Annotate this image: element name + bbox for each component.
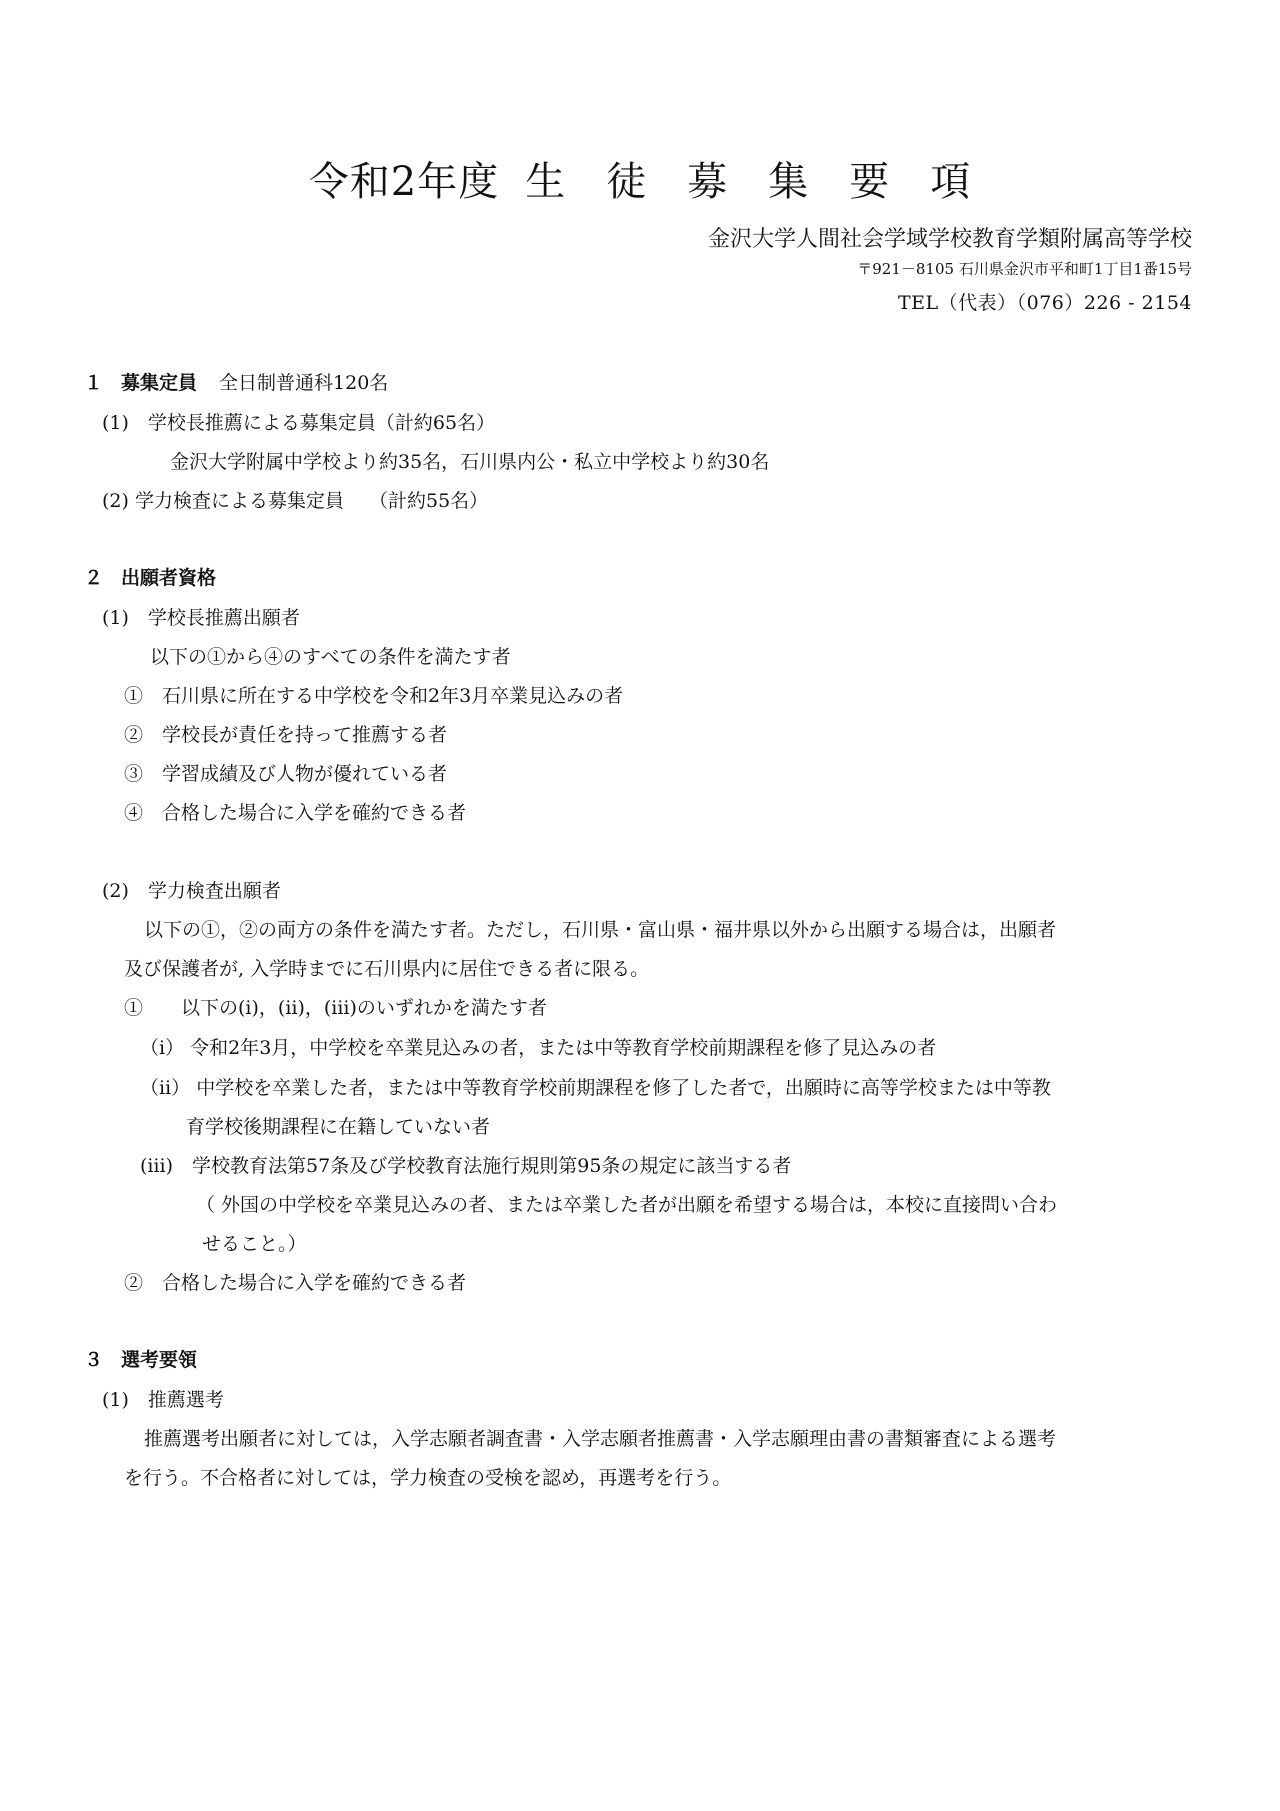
title-char: 項 bbox=[930, 159, 972, 205]
section-title: 選考要領 bbox=[121, 1349, 198, 1371]
s3-item-1-body: 推薦選考出願者に対しては，入学志願者調査書・入学志願者推薦書・入学志願理由書の書類審査による選考 bbox=[144, 1428, 1057, 1450]
s2-sub-iii-note-cont: せること。） bbox=[202, 1233, 307, 1255]
s1-item-2: (2) 学力検査による募集定員 （計約55名） bbox=[102, 490, 489, 512]
title-char: 要 bbox=[849, 159, 891, 205]
s3-item-1-body-cont: を行う。不合格者に対しては，学力検査の受検を認め，再選考を行う。 bbox=[124, 1467, 732, 1489]
s2-sub-i: （ⅰ） 令和2年3月，中学校を卒業見込みの者，または中等教育学校前期課程を修了見込みの者 bbox=[140, 1037, 937, 1059]
section-note: 全日制普通科120名 bbox=[219, 372, 389, 394]
s2-item-2-intro: 以下の①，②の両方の条件を満たす者。ただし，石川県・富山県・福井県以外から出願する場合は，出願者 bbox=[144, 919, 1057, 941]
school-name: 金沢大学人間社会学域学校教育学類附属高等学校 bbox=[707, 227, 1192, 252]
title-char: 募 bbox=[687, 159, 729, 205]
section-3-heading bbox=[84, 1345, 197, 1372]
school-tel: TEL（代表）（076）226 ‐ 2154 bbox=[897, 292, 1192, 314]
title-year: 令和2年度 bbox=[308, 159, 500, 205]
title-char: 徒 bbox=[606, 159, 648, 205]
s2-sub-iii: (ⅲ) 学校教育法第57条及び学校教育法施行規則第95条の規定に該当する者 bbox=[140, 1155, 792, 1177]
s2-condition: ① 石川県に所在する中学校を令和2年3月卒業見込みの者 bbox=[124, 685, 624, 707]
section-number: ２ bbox=[84, 567, 104, 589]
s2-requirement-1: ① 以下の(ⅰ)，(ⅱ)，(ⅲ)のいずれかを満たす者 bbox=[124, 997, 547, 1019]
s2-requirement-2: ② 合格した場合に入学を確約できる者 bbox=[124, 1272, 467, 1294]
s2-condition: ④ 合格した場合に入学を確約できる者 bbox=[124, 802, 467, 824]
s2-sub-ii-cont: 育学校後期課程に在籍していない者 bbox=[186, 1116, 491, 1138]
s2-condition: ③ 学習成績及び人物が優れている者 bbox=[124, 763, 448, 785]
s2-item-2: (2) 学力検査出願者 bbox=[102, 880, 281, 902]
s2-sub-iii-note: （ 外国の中学校を卒業見込みの者、または卒業した者が出願を希望する場合は，本校に直接問い合わ bbox=[196, 1194, 1058, 1216]
s2-condition: ② 学校長が責任を持って推薦する者 bbox=[124, 724, 448, 746]
page-title bbox=[0, 150, 1280, 207]
title-char: 生 bbox=[525, 159, 567, 205]
s3-item-1: (1) 推薦選考 bbox=[102, 1389, 224, 1411]
s2-sub-ii: （ⅱ） 中学校を卒業した者，または中等教育学校前期課程を修了した者で，出願時に高等学校または中等教 bbox=[140, 1077, 1051, 1099]
s2-item-1: (1) 学校長推薦出願者 bbox=[102, 607, 300, 629]
section-number: １ bbox=[84, 372, 104, 394]
section-title: 出願者資格 bbox=[121, 567, 217, 589]
title-char: 集 bbox=[768, 159, 810, 205]
section-title: 募集定員 bbox=[121, 372, 198, 394]
s1-item-1-detail: 金沢大学附属中学校より約35名，石川県内公・私立中学校より約30名 bbox=[170, 451, 770, 473]
s2-item-1-intro: 以下の①から④のすべての条件を満たす者 bbox=[150, 646, 511, 668]
s1-item-1: (1) 学校長推薦による募集定員（計約65名） bbox=[102, 412, 496, 434]
school-address: 〒921－8105 石川県金沢市平和町1丁目1番15号 bbox=[857, 260, 1192, 278]
section-1-heading bbox=[84, 368, 388, 395]
section-2-heading bbox=[84, 563, 216, 590]
s2-item-2-intro-cont: 及び保護者が, 入学時までに石川県内に居住できる者に限る。 bbox=[124, 958, 650, 980]
section-number: ３ bbox=[84, 1349, 104, 1371]
